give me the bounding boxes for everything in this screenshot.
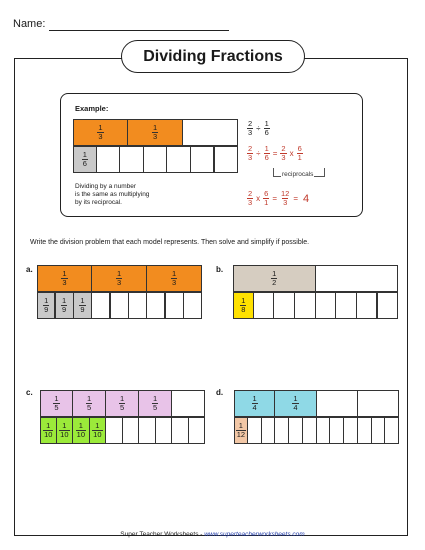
fraction-denominator: 1 <box>297 153 302 162</box>
fraction-label <box>43 422 53 439</box>
fraction-cell <box>73 146 97 173</box>
fraction-numerator: 6 <box>264 189 269 198</box>
fraction-cell <box>37 265 92 292</box>
fraction-denominator: 5 <box>153 403 158 412</box>
fraction-denominator: 9 <box>62 305 67 314</box>
fraction-numerator: 1 <box>80 296 85 305</box>
empty-cell <box>128 292 147 319</box>
note-line: is the same as multiplying <box>75 191 150 198</box>
fraction-numerator: 1 <box>272 269 277 278</box>
fraction-denominator: 3 <box>172 278 177 287</box>
fraction-denominator: 6 <box>264 128 269 137</box>
empty-cell <box>357 417 372 444</box>
empty-cell <box>356 292 377 319</box>
problem-a-bottom-bar <box>37 292 202 319</box>
fraction-cell <box>233 292 254 319</box>
example-equation-3 <box>247 190 309 207</box>
fraction-numerator: 1 <box>78 421 83 430</box>
fraction-denominator: 6 <box>82 159 87 168</box>
divide-sign: ÷ <box>256 149 261 158</box>
note-line: Dividing by a number <box>75 183 137 190</box>
empty-cell <box>288 417 303 444</box>
fraction-numerator: 1 <box>87 394 92 403</box>
fraction-denominator: 3 <box>248 153 253 162</box>
fraction-numerator: 1 <box>82 150 87 159</box>
footer-url[interactable]: www.superteacherworksheets.com <box>204 531 305 538</box>
empty-cell <box>165 292 184 319</box>
fraction-cell <box>146 265 202 292</box>
empty-cell <box>302 417 317 444</box>
empty-cell <box>329 417 344 444</box>
fraction-label <box>53 395 59 412</box>
fraction-numerator: 1 <box>153 394 158 403</box>
fraction-denominator: 12 <box>236 430 246 439</box>
empty-cell <box>105 417 122 444</box>
divide-sign: ÷ <box>256 124 261 133</box>
empty-cell <box>371 417 386 444</box>
fraction-label <box>61 270 67 287</box>
fraction-denominator: 5 <box>120 403 125 412</box>
example-top-bar <box>73 119 238 146</box>
fraction-cell <box>127 119 183 146</box>
example-label: Example: <box>75 104 109 113</box>
empty-cell <box>122 417 139 444</box>
empty-cell <box>119 146 143 173</box>
empty-cell <box>335 292 356 319</box>
reciprocals-label: reciprocals <box>282 171 314 178</box>
fraction-denominator: 3 <box>153 132 158 141</box>
empty-cell <box>138 417 155 444</box>
fraction-cell <box>72 390 106 417</box>
fraction-numerator: 1 <box>62 269 67 278</box>
fraction-cell <box>37 292 55 319</box>
empty-cell <box>316 390 358 417</box>
fraction-denominator: 10 <box>76 430 86 439</box>
instructions: Write the division problem that each model represents. Then solve and simplify if possible. <box>30 239 310 246</box>
empty-cell <box>316 417 331 444</box>
fraction-cell <box>73 119 128 146</box>
empty-cell <box>343 417 358 444</box>
fraction-denominator: 3 <box>98 132 103 141</box>
fraction-denominator: 6 <box>264 153 269 162</box>
fraction-numerator: 2 <box>248 189 253 198</box>
fraction-numerator: 1 <box>98 123 103 132</box>
empty-cell <box>182 119 238 146</box>
problem-b-label: b. <box>216 265 224 274</box>
empty-cell <box>143 146 167 173</box>
problem-d-bottom-bar <box>234 417 399 444</box>
fraction-label <box>152 395 158 412</box>
fraction-numerator: 1 <box>120 394 125 403</box>
fraction-cell <box>274 390 316 417</box>
fraction-label <box>116 270 122 287</box>
fraction-cell <box>105 390 139 417</box>
empty-cell <box>214 146 238 173</box>
fraction-numerator: 6 <box>297 144 302 153</box>
empty-cell <box>384 417 399 444</box>
fraction-denominator: 3 <box>283 198 288 207</box>
fraction-numerator: 1 <box>293 394 298 403</box>
fraction-numerator: 2 <box>281 144 286 153</box>
fraction-numerator: 1 <box>95 421 100 430</box>
fraction-numerator: 2 <box>248 144 253 153</box>
fraction-denominator: 10 <box>60 430 69 439</box>
fraction-denominator: 8 <box>241 305 246 314</box>
fraction-denominator: 3 <box>281 153 286 162</box>
fraction-label <box>236 422 246 439</box>
empty-cell <box>357 390 399 417</box>
fraction-numerator: 2 <box>248 119 253 128</box>
fraction-label <box>292 395 298 412</box>
empty-cell <box>155 417 172 444</box>
problem-a-label: a. <box>26 265 33 274</box>
fraction-label <box>59 422 69 439</box>
problem-b-top-bar <box>233 265 398 292</box>
fraction-cell <box>233 265 316 292</box>
fraction-numerator: 1 <box>46 421 51 430</box>
name-label: Name: <box>13 18 46 30</box>
fraction-label <box>61 297 67 314</box>
empty-cell <box>261 417 276 444</box>
fraction-label <box>97 124 103 141</box>
empty-cell <box>166 146 190 173</box>
fraction-label <box>86 395 92 412</box>
fraction-cell <box>40 417 57 444</box>
fraction-denominator: 9 <box>80 305 85 314</box>
example-equation-1 <box>247 120 270 137</box>
example-note <box>75 183 185 207</box>
fraction-label <box>171 270 177 287</box>
fraction-denominator: 1 <box>264 198 269 207</box>
empty-cell <box>96 146 120 173</box>
fraction-label <box>76 422 86 439</box>
empty-cell <box>146 292 165 319</box>
problem-c-bottom-bar <box>40 417 205 444</box>
empty-cell <box>188 417 205 444</box>
empty-cell <box>294 292 315 319</box>
fraction-label <box>119 395 125 412</box>
example-bottom-bar <box>73 146 238 173</box>
fraction-label <box>152 124 158 141</box>
empty-cell <box>273 292 294 319</box>
fraction-denominator: 3 <box>117 278 122 287</box>
footer-text: Super Teacher Worksheets - <box>120 531 205 538</box>
name-row <box>13 15 229 31</box>
fraction-cell <box>234 417 248 444</box>
fraction-cell <box>40 390 73 417</box>
equals-sign: = <box>272 149 278 158</box>
note-line: by its reciprocal. <box>75 199 122 206</box>
fraction-numerator: 1 <box>62 421 67 430</box>
fraction-cell <box>56 417 73 444</box>
empty-cell <box>183 292 202 319</box>
fraction-cell <box>72 417 89 444</box>
fraction-numerator: 1 <box>238 421 243 430</box>
fraction-label <box>79 297 85 314</box>
fraction-label <box>252 395 258 412</box>
empty-cell <box>315 292 336 319</box>
fraction-label <box>82 151 88 168</box>
fraction-numerator: 12 <box>281 189 290 198</box>
fraction-label <box>240 297 246 314</box>
multiply-sign: x <box>256 194 261 203</box>
fraction-cell <box>234 390 275 417</box>
name-line <box>49 20 229 31</box>
fraction-numerator: 1 <box>264 119 269 128</box>
fraction-numerator: 1 <box>252 394 257 403</box>
fraction-denominator: 9 <box>44 305 49 314</box>
problem-a-top-bar <box>37 265 202 292</box>
problem-d-label: d. <box>216 388 224 397</box>
equals-sign: = <box>272 194 278 203</box>
problem-d-top-bar <box>234 390 399 417</box>
fraction-label <box>43 297 49 314</box>
fraction-denominator: 3 <box>62 278 67 287</box>
empty-cell <box>315 265 398 292</box>
multiply-sign: x <box>289 149 294 158</box>
fraction-denominator: 3 <box>248 128 253 137</box>
example-result: 4 <box>303 192 310 205</box>
fraction-denominator: 4 <box>293 403 298 412</box>
fraction-numerator: 1 <box>172 269 177 278</box>
problem-b-bottom-bar <box>233 292 398 319</box>
fraction-denominator: 10 <box>44 430 53 439</box>
fraction-numerator: 1 <box>44 296 49 305</box>
fraction-denominator: 2 <box>272 278 277 287</box>
empty-cell <box>91 292 110 319</box>
empty-cell <box>110 292 129 319</box>
empty-cell <box>171 417 188 444</box>
fraction-numerator: 1 <box>241 296 246 305</box>
fraction-numerator: 1 <box>54 394 59 403</box>
fraction-numerator: 1 <box>153 123 158 132</box>
fraction-denominator: 3 <box>248 198 253 207</box>
problem-c-top-bar <box>40 390 205 417</box>
fraction-numerator: 1 <box>117 269 122 278</box>
problem-c-label: c. <box>26 388 33 397</box>
fraction-numerator: 1 <box>62 296 67 305</box>
fraction-numerator: 1 <box>264 144 269 153</box>
fraction-cell <box>138 390 172 417</box>
empty-cell <box>253 292 274 319</box>
empty-cell <box>274 417 289 444</box>
fraction-cell <box>89 417 106 444</box>
fraction-label <box>92 422 102 439</box>
page-title: Dividing Fractions <box>121 40 305 73</box>
empty-cell <box>377 292 398 319</box>
equals-sign: = <box>293 194 299 203</box>
fraction-cell <box>55 292 74 319</box>
example-equation-2 <box>247 145 303 162</box>
empty-cell <box>247 417 262 444</box>
fraction-cell <box>91 265 147 292</box>
empty-cell <box>190 146 214 173</box>
fraction-label <box>271 270 277 287</box>
empty-cell <box>171 390 205 417</box>
fraction-denominator: 4 <box>252 403 257 412</box>
fraction-denominator: 5 <box>87 403 92 412</box>
footer <box>0 531 425 538</box>
fraction-denominator: 5 <box>54 403 59 412</box>
fraction-denominator: 10 <box>93 430 102 439</box>
fraction-cell <box>73 292 92 319</box>
